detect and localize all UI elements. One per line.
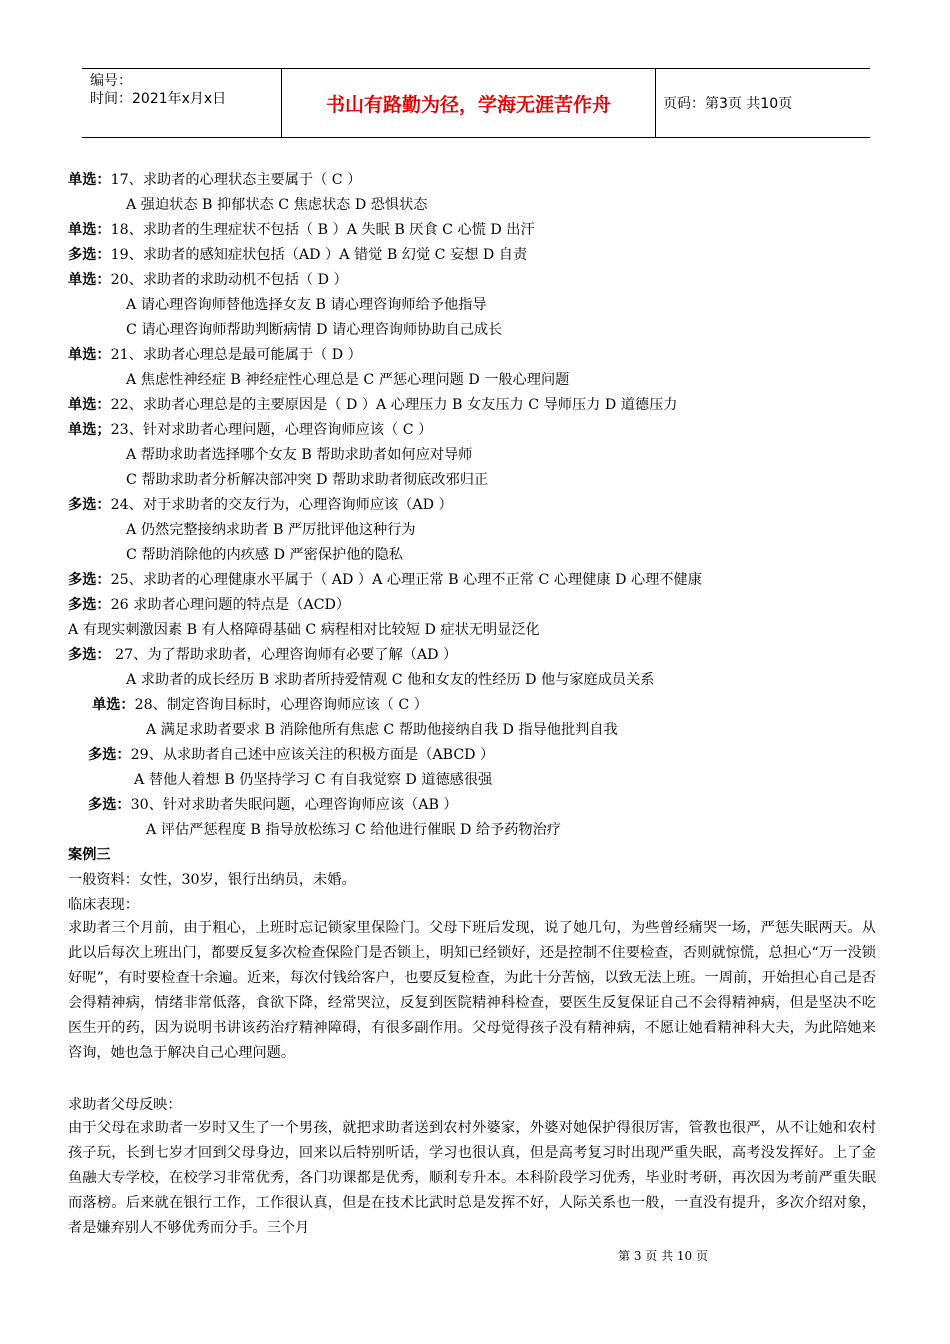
question-line: 单选：17、求助者的心理状态主要属于（ C ）	[68, 172, 362, 188]
header-motto: 书山有路勤为径，学海无涯苦作舟	[282, 69, 656, 137]
question-options: C 帮助求助者分析解决部冲突 D 帮助求助者彻底改邪归正	[126, 472, 489, 488]
question-options: A 求助者的成长经历 B 求助者所持爱情观 C 他和女友的性经历 D 他与家庭成员关系	[126, 672, 655, 688]
doc-date-label: 时间：2021年x月x日	[90, 91, 227, 107]
case-parents-label: 求助者父母反映：	[68, 1097, 182, 1113]
case-parents-text: 由于父母在求助者一岁时又生了一个男孩，就把求助者送到农村外婆家，外婆对她保护得很厉害，管教也很严，从不让她和农村孩子玩，长到七岁才回到父母身边，回来以后特别听话，学习也很认真，但是高考复习时出现严重失眠，高考没发挥好。上了金鱼融大专学校，在校学习非常优秀，各门功课都是优秀，顺利专升本。本科阶段学习优秀，毕业时考研，再次因为考前严重失眠而落榜。后来就在银行工作，工作很认真，但是在技术比武时总是发挥不好，人际关系也一般，一直没有提升，多次介绍对象，者是嫌弃别人不够优秀而分手。三个月	[68, 1120, 876, 1236]
question-options: A 评估严惩程度 B 指导放松练习 C 给他进行催眠 D 给予药物治疗	[146, 822, 561, 838]
question-line: 单选：22、求助者心理总是的主要原因是（ D ）A 心理压力 B 女友压力 C 导师压力 D 道德压力	[68, 397, 678, 413]
case-general-info: 一般资料：女性，30岁，银行出纳员，未婚。	[68, 872, 356, 888]
question-options: A 满足求助者要求 B 消除他所有焦虑 C 帮助他接纳自我 D 指导他批判自我	[146, 722, 618, 738]
question-line: 多选：19、求助者的感知症状包括（AD ）A 错觉 B 幻觉 C 妄想 D 自责	[68, 247, 528, 263]
case-clinical-label: 临床表现：	[68, 897, 139, 913]
question-options: A 有现实刺激因素 B 有人格障碍基础 C 病程相对比较短 D 症状无明显泛化	[68, 622, 540, 638]
doc-number-label: 编号：	[90, 73, 132, 89]
case-clinical-text: 求助者三个月前，由于粗心，上班时忘记锁家里保险门。父母下班后发现，说了她几句，为些曾经痛哭一场，严惩失眠两天。从此以后每次上班出门，都要反复多次检查保险门是否锁上，明知已经锁好，还是控制不住要检查，否则就惊慌，总担心“万一没锁好呢”，有时要检查十余遍。近来，每次付钱给客户，也要反复检查，为此十分苦恼，以致无法上班。一周前，开始担心自己是否会得精神病，情绪非常低落，食欲下降，经常哭泣，反复到医院精神科检查，要医生反复保证自己不会得精神病，但是坚决不吃医生开的药，因为说明书讲该药治疗精神障碍，有很多副作用。父母觉得孩子没有精神病，不愿让她看精神科大夫，为此陪她来咨询，她也急于解决自己心理问题。	[68, 920, 876, 1061]
question-line: 多选：24、对于求助者的交友行为，心理咨询师应该（AD ）	[68, 497, 453, 513]
question-options: A 替他人着想 B 仍坚持学习 C 有自我觉察 D 道德感很强	[134, 772, 493, 788]
question-line: 单选：21、求助者心理总是最可能属于（ D ）	[68, 347, 362, 363]
page-header	[82, 68, 870, 138]
question-options: A 请心理咨询师替他选择女友 B 请心理咨询师给予他指导	[126, 297, 487, 313]
question-line: 多选：25、求助者的心理健康水平属于（ AD ）A 心理正常 B 心理不正常 C 心理健康 D 心理不健康	[68, 572, 702, 588]
question-line: 多选：26 求助者心理问题的特点是（ACD）	[68, 597, 351, 613]
question-line: 多选：30、针对求助者失眠问题，心理咨询师应该（AB ）	[88, 797, 458, 813]
case-title: 案例三	[68, 847, 111, 863]
page-footer: 第 3 页 共 10 页	[618, 1249, 708, 1263]
header-page-info: 页码：第3页 共10页	[663, 96, 793, 112]
question-line: 单选：20、求助者的求助动机不包括（ D ）	[68, 272, 348, 288]
question-line: 多选： 27、为了帮助求助者，心理咨询师有必要了解（AD ）	[68, 647, 458, 663]
question-options: A 强迫状态 B 抑郁状态 C 焦虑状态 D 恐惧状态	[126, 197, 428, 213]
header-info	[82, 69, 282, 137]
question-line: 单选：18、求助者的生理症状不包括（ B ）A 失眠 B 厌食 C 心慌 D 出汗	[68, 222, 535, 238]
question-options: A 焦虑性神经症 B 神经症性心理总是 C 严惩心理问题 D 一般心理问题	[126, 372, 570, 388]
question-line: 单选；23、针对求助者心理问题，心理咨询师应该（ C ）	[68, 422, 433, 438]
question-options: C 帮助消除他的内疚感 D 严密保护他的隐私	[126, 547, 403, 563]
question-options: A 帮助求助者选择哪个女友 B 帮助求助者如何应对导师	[126, 447, 473, 463]
question-options: A 仍然完整接纳求助者 B 严厉批评他这种行为	[126, 522, 416, 538]
question-line: 单选：28、制定咨询目标时，心理咨询师应该（ C ）	[92, 697, 428, 713]
question-options: C 请心理咨询师帮助判断病情 D 请心理咨询师协助自己成长	[126, 322, 503, 338]
question-line: 多选：29、从求助者自己述中应该关注的积极方面是（ABCD ）	[88, 747, 495, 763]
